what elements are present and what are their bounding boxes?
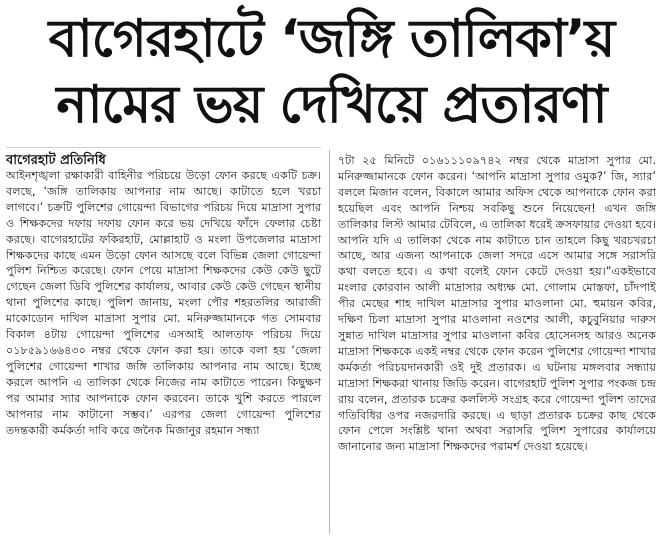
byline-rule [6,147,321,148]
headline-line-1: বাগেরহাটে ‘জঙ্গি তালিকা’য় [48,9,615,69]
body-column-left: আইনশৃঙ্খলা রক্ষাকারী বাহিনীর পরিচয়ে উড়ো ফোন করছে একটি চক্র। বলছে, ‘জঙ্গি তালিকায় আপনার নাম আছে। কাটাতে হলে খরচা লাগবে।’ চক্রটি পুলিশের গোয়েন্দা বিভাগের পরিচয় দিয়ে মাদ্রাসা সুপার ও শিক্ষকদের দফায় দফায় ফোন করে ভয় দেখিয়ে ফাঁদে ফেলার চেষ্টা করছে। বাগেরহাটের ফকিরহাট, মোল্লাহাট ও মংলা উপজেলার মাদ্রাসা শিক্ষকদের কাছে এমন উড়ো ফোন আসছে বলে বিভিন্ন জেলা গোয়েন্দা পুলিশ নিশ্চিত করেছে। ফোন পেয়ে মাদ্রাসা শিক্ষকদের কেউ কেউ ছুটে গেছেন জেলা ডিবি পুলিশের কার্যালয়, আবার কেউ কেউ গেছেন স্থানীয় থানা পুলিশের কাছে। পুলিশ জানায়, মংলা পৌর শহরতলির আরাজী মাকোডোন দাখিল মাদ্রাসা সুপার মো. মনিরুজ্জামানকে গত সোমবার বিকাল ৪টায় গোয়েন্দা পুলিশের এসআই আলতাফ পরিচয় দিয়ে ০১৮৫৯১৬৬৪৩০ নম্বর থেকে ফোন করা হয়। তাকে বলা হয় ‘জেলা পুলিশের গোয়েন্দা শাখার জঙ্গি তালিকায় আপনার নাম আছে। ইচ্ছে করলে আপনি এ তালিকা থেকে নিজের নাম কাটাতে পারেন। কিছুক্ষণ পর আমার স্যার আপনাকে ফোন করবেন। তাকে খুশি করতে পারলে আপনার নাম কাটানো সম্ভব।’ এরপর জেলা গোয়েন্দা পুলিশের তদন্তকারী কর্মকর্তা দাবি করে জনৈক মিজানুর রহমান সন্ধ্যা [6,169,321,437]
byline: বাগেরহাট প্রতিনিধি [6,153,106,168]
headline-line-2: নামের ভয় দেখিয়ে প্রতারণা [56,75,607,135]
column-divider [329,150,330,534]
body-column-right: ৭টা ২৫ মিনিটে ০১৬১১১০৯৭৪২ নম্বর থেকে মাদ্রাসা সুপার মো. মনিরুজ্জামানকে ফোন করেন। ‘আপনি মাদ্রাসা সুপার ওমুক?’ জি, স্যার’ বললে মিজান বলেন, বিকালে আমার অফিস থেকে আপনাকে ফোন করা হয়েছিল এবং আপনি নিশ্চয় সবকিছু শুনে নিয়েছেন! এখন জঙ্গি তালিকার লিস্ট আমার টেবিলে, এ তালিকা ধরেই ক্রসফায়ার দেওয়া হবে। আপনি যদি এ তালিকা থেকে নাম কাটাতে চান তাহলে কিছু খরচখরচা আছে, আর এজন্য আপনাকে জেলা সদরে এসে আমার সঙ্গে সরাসরি কথা বলতে হবে। এ কথা বলেই ফোন কেটে দেওয়া হয়।”একইভাবে মংলার কোরবান আলী মাদ্রাসার অধ্যক্ষ মো. গোলাম মোস্তফা, চাঁদপাই পীর মেছের শাহ দাখিল মাদ্রাসার সুপার মাওলানা মো. হুমায়ন কবির, দক্ষিণ চিলা মাদ্রাসা সুপার মাওলানা নওশের আলী, কচুবুনিয়ার দারুস সুন্নাত দাখিল মাদ্রাসার সুপার মাওলানা কবির হোসেনসহ আরও অনেক মাদ্রাসা শিক্ষককে একই নম্বর থেকে ফোন করেন পুলিশের গোয়েন্দা শাখার কর্মকর্তা পরিচয়দানকারী ওই দুই প্রতারক। এ ঘটনায় মঙ্গলবার সন্ধ্যায় মাদ্রাসা শিক্ষকরা থানায় জিডি করেন। বাগেরহাট পুলিশ সুপার পংকজ চন্দ্র রায় বলেন, প্রতারক চক্রের কললিস্ট সংগ্রহ করে গোয়েন্দা পুলিশ তাদের গতিবিধির ওপর নজরদারি করছে। এ ছাড়া প্রতারক চক্রের কাছ থেকে ফোন পেলে সংশ্লিষ্ট থানা অথবা সরাসরি পুলিশ সুপারের কার্যালয়ে জানানোর জন্য মাদ্রাসা শিক্ষকদের পরামর্শ দেওয়া হয়েছে। [338,154,656,454]
article-headline [0,6,663,138]
